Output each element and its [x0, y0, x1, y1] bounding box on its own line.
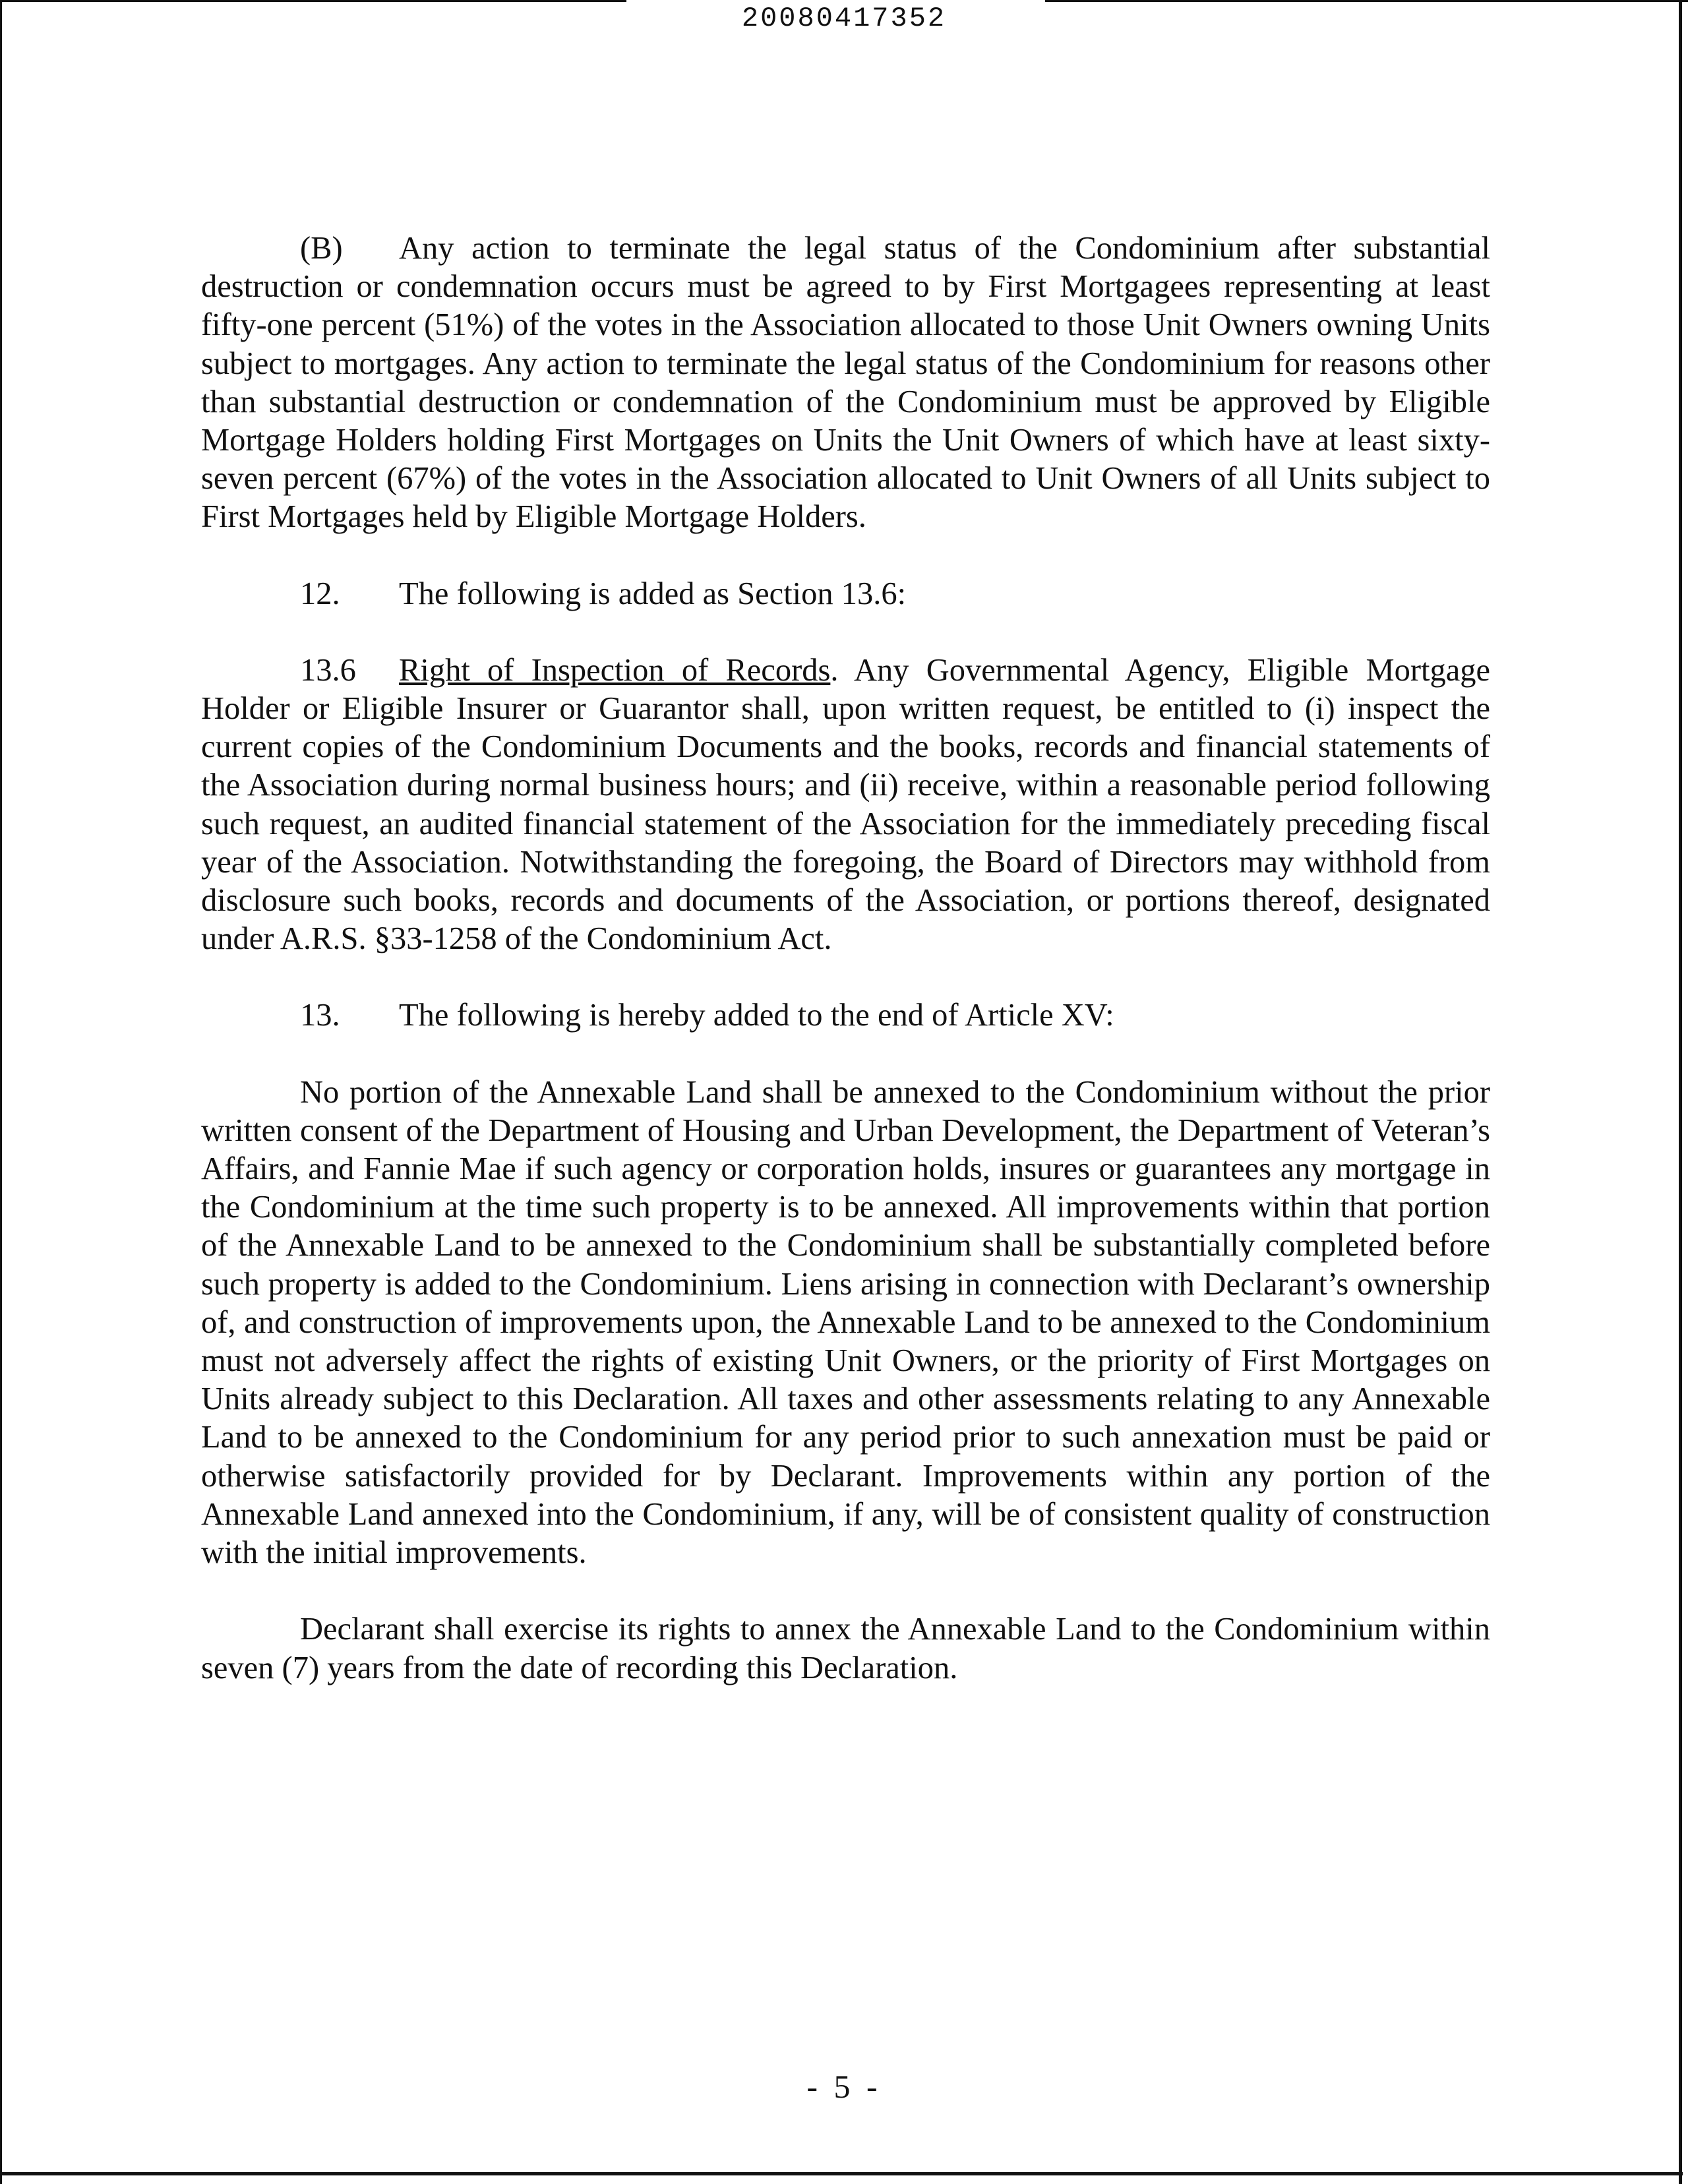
section-13-6-number: 13.6 — [300, 652, 356, 688]
frame-left-line — [0, 0, 2, 2184]
item-13-text: The following is hereby added to the end of Article XV: — [399, 998, 1114, 1033]
frame-bottom-line — [0, 2172, 1683, 2175]
item-12-text: The following is added as Section 13.6: — [399, 576, 907, 611]
paragraph-b — [201, 229, 1490, 537]
item-13 — [201, 996, 1490, 1035]
annexation-paragraph-1: No portion of the Annexable Land shall be annexed to the Condominium without the prior written consent of the Department of Housing and Urban Development, the Department of Veteran’s Affairs, and Fannie Mae if such agency or corporation holds, insures or guarantees any mortgage in the Condominium at the time such property is to be annexed. All improvements within that portion of the Annexable Land to be annexed to the Condominium shall be substantially completed before such property is added to the Condominium. Liens arising in connection with Declarant’s ownership of, and construction of improvements upon, the Annexable Land to be annexed to the Condominium must not adversely affect the rights of existing Unit Owners, or the priority of First Mortgages on Units already subject to this Declaration. All taxes and other assessments relating to any Annexable Land to be annexed to the Condominium for any period prior to such annexation must be paid or otherwise satisfactorily provided for by Declarant. Improvements within any portion of the Annexable Land annexed into the Condominium, if any, will be of consistent quality of construction with the initial improvements. — [201, 1074, 1490, 1571]
section-13-6-title: Right of Inspection of Records — [399, 652, 831, 688]
page-number: - 5 - — [806, 2068, 882, 2105]
item-13-number: 13. — [300, 998, 340, 1033]
frame-right-line — [1679, 0, 1682, 2184]
document-recording-number: 20080417352 — [741, 3, 947, 34]
section-13-6-text: . Any Governmental Agency, Eligible Mortgage Holder or Eligible Insurer or Guarantor shall, upon written request, be entitled to (i) inspect the current copies of the Condominium Documents and the books, records and financial statements of the Association during normal business hours; and (ii) receive, within a reasonable period following such request, an audited financial statement of the Association for the immediately preceding fiscal year of the Association. Notwithstanding the foregoing, the Board of Directors may withhold from disclosure such books, records and documents of the Association, or portions thereof, designated under A.R.S. §33-1258 of the Condominium Act. — [201, 652, 1490, 957]
paragraph-b-label: (B) — [300, 231, 343, 266]
page-body — [201, 229, 1490, 1687]
item-12-number: 12. — [300, 576, 340, 611]
frame-top-right-line — [1045, 0, 1688, 2]
annexation-paragraph-2: Declarant shall exercise its rights to annex the Annexable Land to the Condominium within seven (7) years from the date of recording this Declaration. — [201, 1612, 1490, 1685]
section-13-6 — [201, 652, 1490, 959]
paragraph-b-text: Any action to terminate the legal status of the Condominium after substantial destruction or condemnation occurs must be agreed to by First Mortgagees representing at least fifty-one percent (51%) of the votes in the Association allocated to those Unit Owners owning Units subject to mortgages. Any action to terminate the legal status of the Condominium for reasons other than substantial destruction or condemnation of the Condominium must be approved by Eligible Mortgage Holders holding First Mortgages on Units the Unit Owners of which have at least sixty-seven percent (67%) of the votes in the Association allocated to Unit Owners of all Units subject to First Mortgages held by Eligible Mortgage Holders. — [201, 231, 1490, 535]
frame-top-left-line — [0, 0, 626, 2]
item-12 — [201, 575, 1490, 613]
